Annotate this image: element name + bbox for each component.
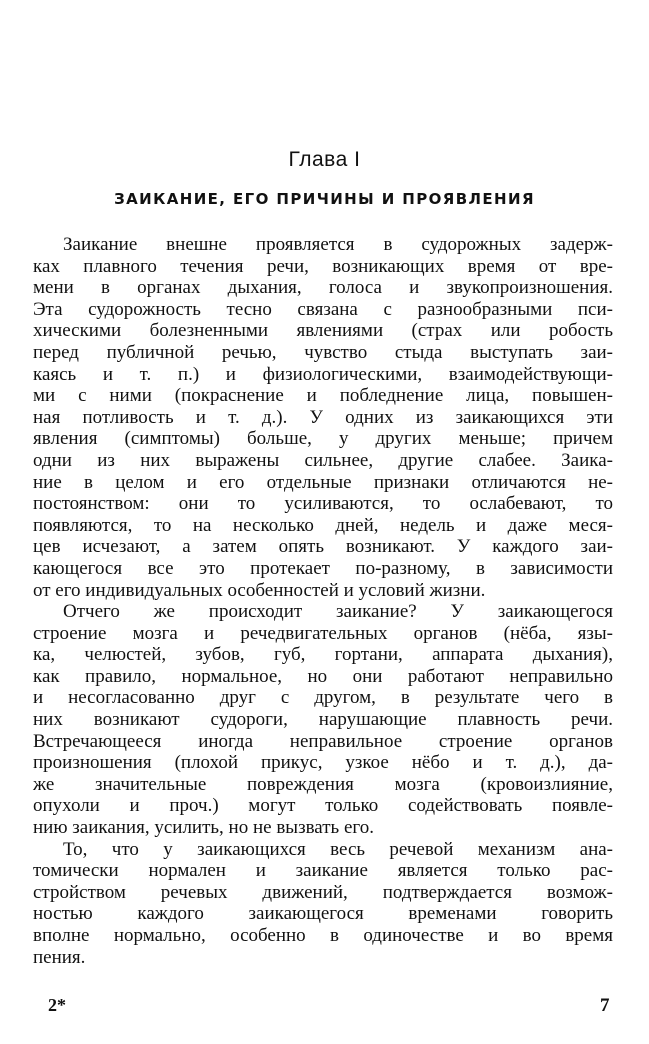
printer-signature: 2*	[48, 995, 66, 1015]
text-line: То, что у заикающихся весь речевой механизм ана-	[63, 838, 613, 860]
text-line: же значительные повреждения мозга (кровоизлияние,	[33, 773, 613, 795]
text-line: каясь и т. п.) и физиологическими, взаимодействующи-	[33, 363, 613, 385]
text-line: строение мозга и речедвигательных органов (нёба, язы-	[33, 622, 613, 644]
text-line: ние в целом и его отдельные признаки отличаются не-	[33, 471, 613, 493]
text-line: стройством речевых движений, подтверждается возмож-	[33, 881, 613, 903]
text-line: ностью каждого заикающегося временами говорить	[33, 903, 613, 925]
page-number: 7	[600, 995, 610, 1016]
text-line: кающегося все это протекает по-разному, в зависимости	[33, 557, 613, 579]
text-line: ка, челюстей, зубов, губ, гортани, аппарата дыхания),	[33, 644, 613, 666]
text-line: цев исчезают, а затем опять возникают. У каждого заи-	[33, 536, 613, 558]
text-line: ная потливость и т. д.). У одних из заикающихся эти	[33, 406, 613, 428]
chapter-label: Глава I	[288, 148, 361, 171]
text-line: одни из них выражены сильнее, другие слабее. Заика-	[33, 449, 613, 471]
text-line: опухоли и проч.) могут только содействовать появле-	[33, 795, 613, 817]
text-line: нию заикания, усилить, но не вызвать его.	[33, 817, 374, 839]
text-line: ми с ними (покраснение и побледнение лица, повышен-	[33, 385, 613, 407]
text-line: Отчего же происходит заикание? У заикающегося	[63, 601, 613, 623]
text-line: появляются, то на несколько дней, недель и даже меся-	[33, 514, 613, 536]
text-line: томически нормален и заикание является только рас-	[33, 860, 613, 882]
text-line: Встречающееся иногда неправильное строение органов	[33, 730, 613, 752]
chapter-title: ЗАИКАНИЕ, ЕГО ПРИЧИНЫ И ПРОЯВЛЕНИЯ	[114, 190, 535, 208]
body-text	[33, 234, 613, 968]
text-line: хическими болезненными явлениями (страх или робость	[33, 320, 613, 342]
text-line: мени в органах дыхания, голоса и звукопроизношения.	[33, 277, 613, 299]
text-line: постоянством: они то усиливаются, то ослабевают, то	[33, 493, 613, 515]
text-line: произношения (плохой прикус, узкое нёбо и т. д.), да-	[33, 752, 613, 774]
text-line: пения.	[33, 946, 86, 968]
text-line: ках плавного течения речи, возникающих время от вре-	[33, 255, 613, 277]
text-line: перед публичной речью, чувство стыда выступать заи-	[33, 341, 613, 363]
text-line: Заикание внешне проявляется в судорожных задерж-	[63, 234, 613, 255]
text-line: Эта судорожность тесно связана с разнообразными пси-	[33, 298, 613, 320]
text-line: них возникают судороги, нарушающие плавность речи.	[33, 709, 613, 731]
text-line: как правило, нормальное, но они работают неправильно	[33, 665, 613, 687]
text-line: от его индивидуальных особенностей и условий жизни.	[33, 579, 486, 601]
text-line: и несогласованно друг с другом, в результате чего в	[33, 687, 613, 709]
text-line: явления (симптомы) больше, у других меньше; причем	[33, 428, 613, 450]
text-line: вполне нормально, особенно в одиночестве и во время	[33, 925, 613, 946]
